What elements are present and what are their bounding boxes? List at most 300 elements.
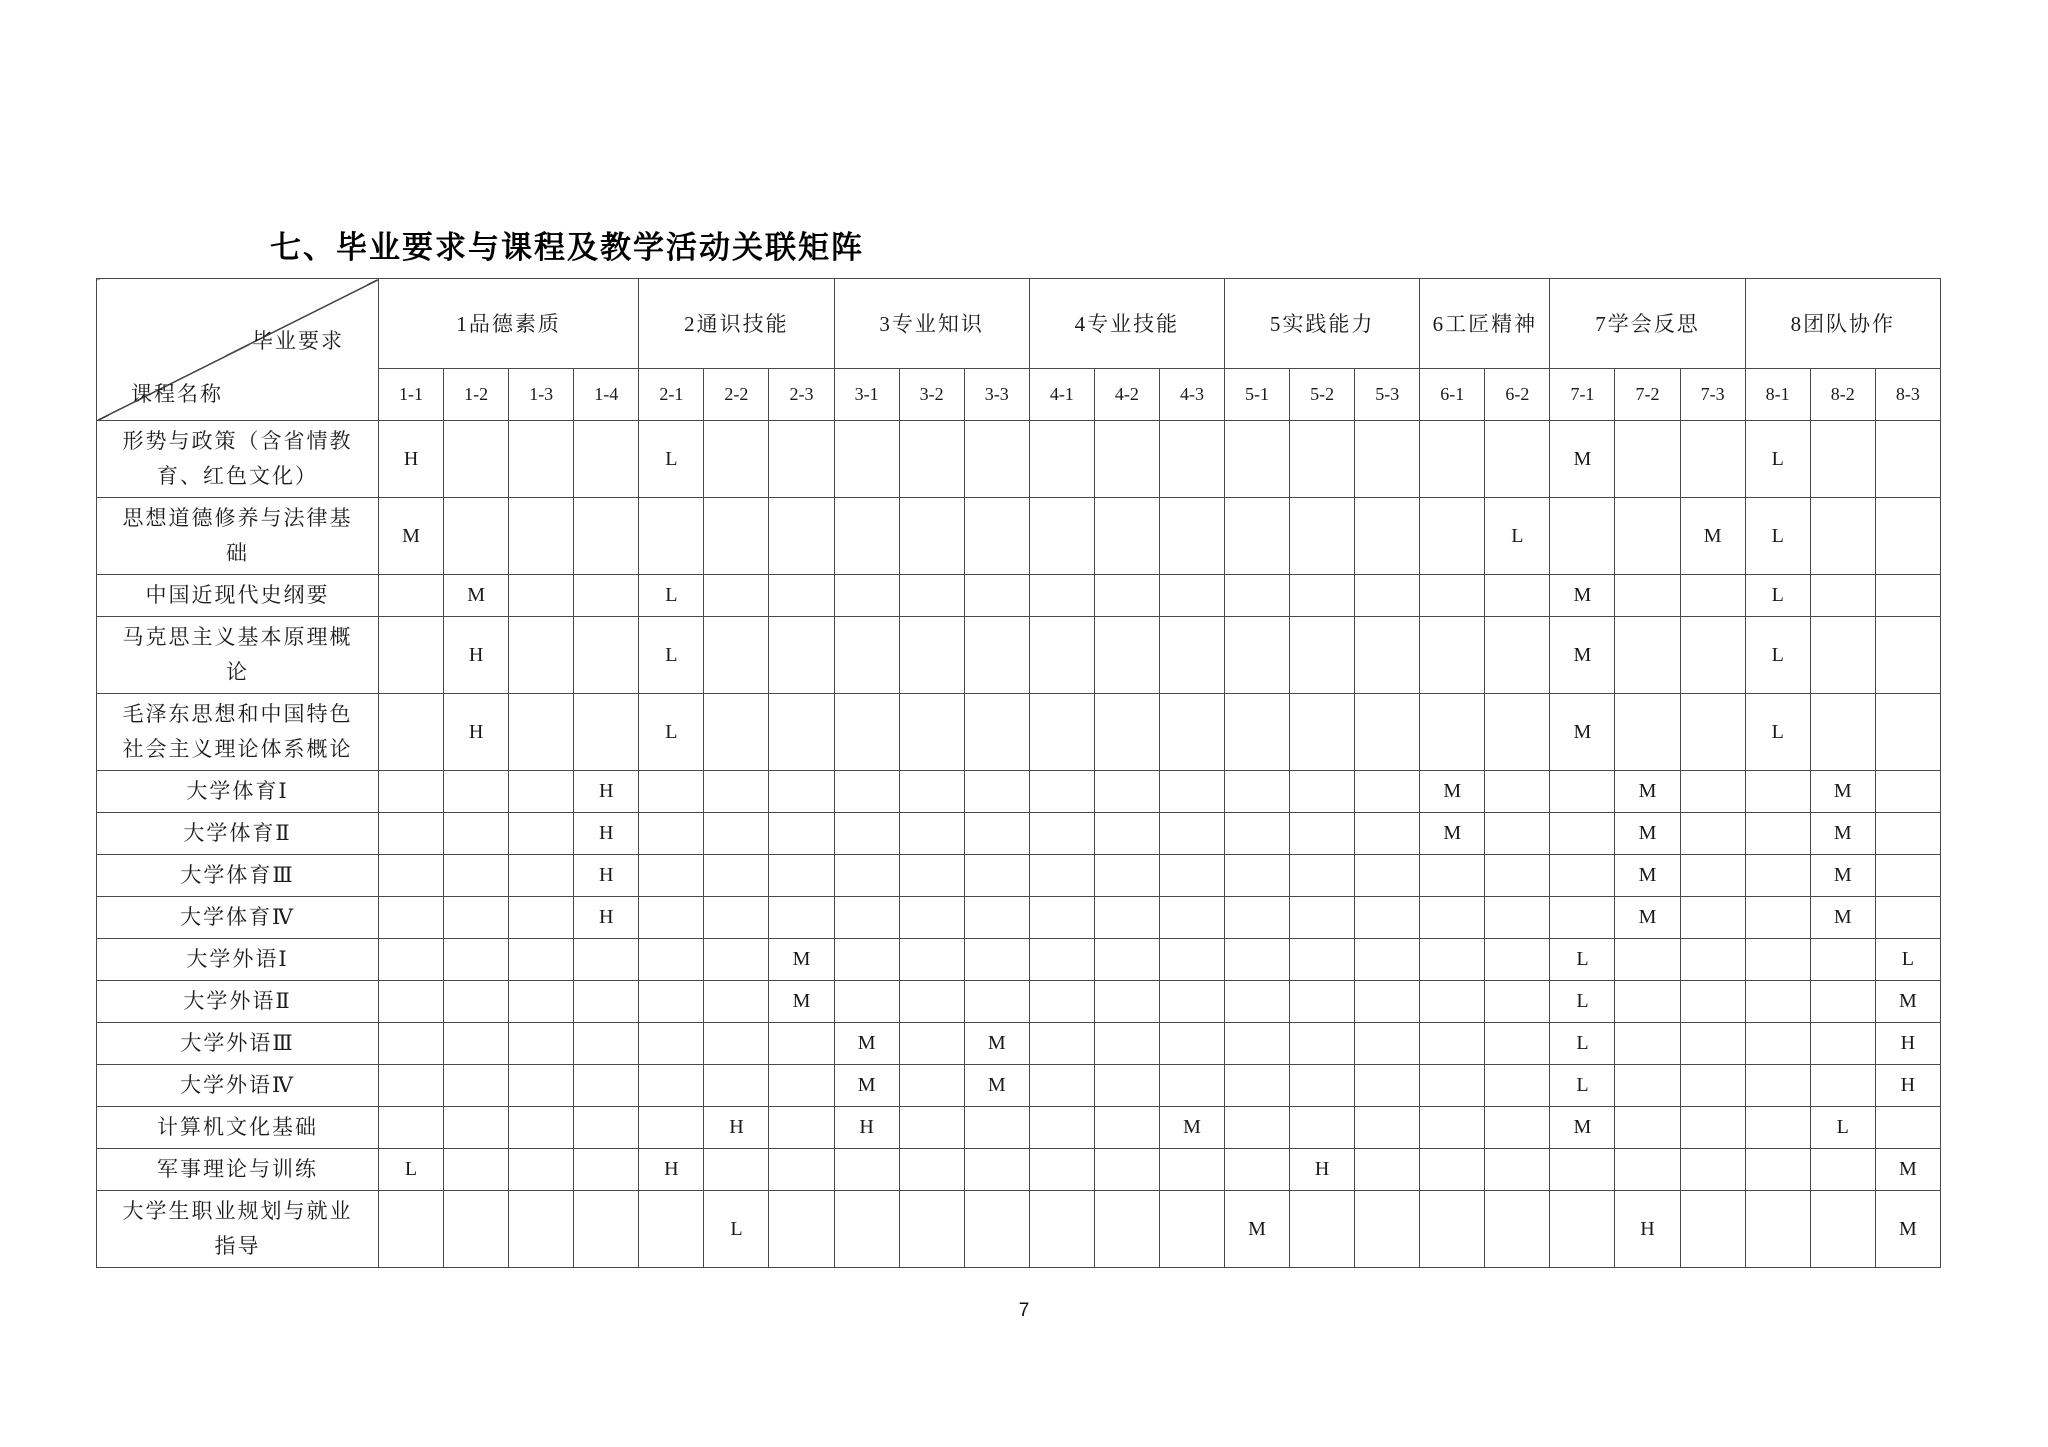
matrix-cell bbox=[509, 897, 574, 939]
matrix-cell bbox=[1094, 939, 1159, 981]
matrix-cell bbox=[639, 855, 704, 897]
matrix-cell: M bbox=[1810, 813, 1875, 855]
matrix-cell bbox=[1355, 498, 1420, 575]
matrix-cell bbox=[509, 1023, 574, 1065]
matrix-cell: M bbox=[1420, 813, 1485, 855]
matrix-cell bbox=[899, 939, 964, 981]
matrix-cell bbox=[834, 939, 899, 981]
matrix-cell bbox=[1159, 1149, 1224, 1191]
matrix-cell: L bbox=[1550, 1065, 1615, 1107]
matrix-cell bbox=[1225, 694, 1290, 771]
matrix-cell bbox=[704, 771, 769, 813]
column-header: 4-2 bbox=[1094, 369, 1159, 421]
matrix-cell: M bbox=[1875, 981, 1940, 1023]
matrix-cell bbox=[1225, 771, 1290, 813]
matrix-cell bbox=[834, 1149, 899, 1191]
matrix-cell bbox=[1875, 575, 1940, 617]
matrix-cell bbox=[1485, 1023, 1550, 1065]
matrix-cell bbox=[1875, 771, 1940, 813]
matrix-cell bbox=[1094, 1191, 1159, 1268]
matrix-cell bbox=[1355, 1149, 1420, 1191]
matrix-cell bbox=[834, 575, 899, 617]
matrix-cell bbox=[1094, 771, 1159, 813]
matrix-cell bbox=[1355, 1065, 1420, 1107]
matrix-cell bbox=[1225, 1107, 1290, 1149]
matrix-cell bbox=[1290, 617, 1355, 694]
matrix-cell: M bbox=[1810, 897, 1875, 939]
matrix-cell: H bbox=[444, 694, 509, 771]
matrix-cell: M bbox=[964, 1065, 1029, 1107]
course-name: 大学生职业规划与就业指导 bbox=[97, 1191, 379, 1268]
matrix-cell: M bbox=[1225, 1191, 1290, 1268]
column-header: 7-2 bbox=[1615, 369, 1680, 421]
matrix-cell: M bbox=[379, 498, 444, 575]
matrix-cell bbox=[1745, 1107, 1810, 1149]
matrix-cell bbox=[704, 1149, 769, 1191]
group-header: 2通识技能 bbox=[639, 279, 834, 369]
matrix-cell bbox=[704, 498, 769, 575]
matrix-cell bbox=[1680, 575, 1745, 617]
matrix-cell bbox=[1029, 421, 1094, 498]
matrix-cell bbox=[1094, 855, 1159, 897]
matrix-cell bbox=[509, 1191, 574, 1268]
matrix-cell bbox=[1485, 1149, 1550, 1191]
matrix-cell bbox=[1029, 575, 1094, 617]
matrix-cell bbox=[1420, 1149, 1485, 1191]
course-name: 大学外语Ⅰ bbox=[97, 939, 379, 981]
course-name: 大学外语Ⅱ bbox=[97, 981, 379, 1023]
matrix-cell bbox=[639, 498, 704, 575]
table-row bbox=[97, 694, 1941, 771]
matrix-cell bbox=[574, 1107, 639, 1149]
matrix-cell bbox=[1485, 617, 1550, 694]
matrix-cell: M bbox=[834, 1023, 899, 1065]
matrix-cell: L bbox=[1745, 498, 1810, 575]
matrix-cell bbox=[509, 1149, 574, 1191]
table-row bbox=[97, 771, 1941, 813]
matrix-cell bbox=[1355, 981, 1420, 1023]
matrix-cell: H bbox=[444, 617, 509, 694]
column-header: 1-1 bbox=[379, 369, 444, 421]
matrix-cell bbox=[964, 771, 1029, 813]
matrix-cell: L bbox=[1745, 575, 1810, 617]
matrix-cell bbox=[1680, 617, 1745, 694]
matrix-cell bbox=[574, 498, 639, 575]
matrix-cell bbox=[574, 421, 639, 498]
matrix-cell: H bbox=[834, 1107, 899, 1149]
matrix-cell bbox=[639, 813, 704, 855]
matrix-cell: L bbox=[1550, 939, 1615, 981]
matrix-cell bbox=[444, 1149, 509, 1191]
matrix-cell: M bbox=[1550, 1107, 1615, 1149]
matrix-cell: M bbox=[1875, 1191, 1940, 1268]
corner-header bbox=[97, 279, 379, 421]
matrix-cell bbox=[639, 1065, 704, 1107]
matrix-cell bbox=[1029, 1191, 1094, 1268]
matrix-cell bbox=[1290, 1023, 1355, 1065]
matrix-cell bbox=[379, 813, 444, 855]
matrix-cell: H bbox=[1875, 1065, 1940, 1107]
group-header: 4专业技能 bbox=[1029, 279, 1224, 369]
column-header: 7-3 bbox=[1680, 369, 1745, 421]
matrix-cell bbox=[1159, 694, 1224, 771]
matrix-cell bbox=[639, 939, 704, 981]
matrix-cell bbox=[964, 421, 1029, 498]
matrix-cell bbox=[769, 1107, 834, 1149]
matrix-cell bbox=[1290, 771, 1355, 813]
column-header: 1-3 bbox=[509, 369, 574, 421]
matrix-cell bbox=[1094, 1149, 1159, 1191]
matrix-cell bbox=[704, 575, 769, 617]
matrix-cell bbox=[1745, 981, 1810, 1023]
matrix-cell bbox=[1159, 939, 1224, 981]
matrix-cell bbox=[1290, 498, 1355, 575]
matrix-cell bbox=[1615, 421, 1680, 498]
matrix-cell: L bbox=[1485, 498, 1550, 575]
matrix-cell bbox=[1745, 855, 1810, 897]
course-name: 大学体育Ⅲ bbox=[97, 855, 379, 897]
matrix-cell: M bbox=[1615, 897, 1680, 939]
matrix-cell bbox=[899, 694, 964, 771]
matrix-cell bbox=[834, 498, 899, 575]
matrix-cell bbox=[1875, 421, 1940, 498]
matrix-cell bbox=[1420, 897, 1485, 939]
matrix-cell bbox=[1355, 575, 1420, 617]
matrix-cell bbox=[1485, 1065, 1550, 1107]
matrix-cell bbox=[379, 1191, 444, 1268]
matrix-cell bbox=[704, 1065, 769, 1107]
matrix-cell bbox=[444, 1023, 509, 1065]
matrix-cell bbox=[1485, 421, 1550, 498]
matrix-cell bbox=[444, 498, 509, 575]
matrix-cell bbox=[1355, 1191, 1420, 1268]
matrix-cell bbox=[1290, 981, 1355, 1023]
matrix-cell bbox=[1420, 939, 1485, 981]
matrix-cell bbox=[769, 498, 834, 575]
table-row bbox=[97, 1023, 1941, 1065]
matrix-cell bbox=[1550, 855, 1615, 897]
page-number: 7 bbox=[1018, 1300, 1030, 1321]
matrix-cell bbox=[574, 1191, 639, 1268]
matrix-cell: H bbox=[574, 771, 639, 813]
matrix-cell bbox=[1290, 1065, 1355, 1107]
matrix-cell: M bbox=[1875, 1149, 1940, 1191]
matrix-cell bbox=[1615, 498, 1680, 575]
matrix-cell: L bbox=[1550, 1023, 1615, 1065]
matrix-cell bbox=[1615, 939, 1680, 981]
matrix-cell bbox=[1680, 421, 1745, 498]
matrix-cell bbox=[1550, 771, 1615, 813]
matrix-cell bbox=[704, 617, 769, 694]
column-header: 3-1 bbox=[834, 369, 899, 421]
matrix-cell bbox=[1225, 813, 1290, 855]
matrix-cell bbox=[1029, 897, 1094, 939]
matrix-table bbox=[96, 278, 1941, 1268]
matrix-cell bbox=[1615, 1149, 1680, 1191]
matrix-cell: M bbox=[1680, 498, 1745, 575]
matrix-cell: H bbox=[1615, 1191, 1680, 1268]
matrix-cell bbox=[509, 575, 574, 617]
column-header: 4-1 bbox=[1029, 369, 1094, 421]
matrix-cell bbox=[1094, 1065, 1159, 1107]
matrix-cell bbox=[574, 939, 639, 981]
matrix-cell bbox=[1485, 694, 1550, 771]
matrix-cell bbox=[1420, 498, 1485, 575]
matrix-cell bbox=[1875, 617, 1940, 694]
matrix-cell bbox=[1420, 1023, 1485, 1065]
column-header: 6-1 bbox=[1420, 369, 1485, 421]
matrix-cell bbox=[509, 771, 574, 813]
matrix-cell: M bbox=[1159, 1107, 1224, 1149]
course-name: 大学体育Ⅰ bbox=[97, 771, 379, 813]
column-header: 5-3 bbox=[1355, 369, 1420, 421]
matrix-cell bbox=[899, 1191, 964, 1268]
corner-top-label: 毕业要求 bbox=[252, 329, 344, 353]
matrix-cell bbox=[1680, 1149, 1745, 1191]
matrix-cell bbox=[1420, 855, 1485, 897]
table-row bbox=[97, 981, 1941, 1023]
matrix-cell bbox=[509, 1065, 574, 1107]
column-header: 8-1 bbox=[1745, 369, 1810, 421]
matrix-cell bbox=[1094, 981, 1159, 1023]
matrix-cell bbox=[1355, 897, 1420, 939]
matrix-cell: H bbox=[574, 813, 639, 855]
matrix-cell bbox=[444, 771, 509, 813]
matrix-cell bbox=[704, 939, 769, 981]
table-row bbox=[97, 1107, 1941, 1149]
matrix-cell bbox=[964, 1149, 1029, 1191]
matrix-cell bbox=[1355, 1107, 1420, 1149]
matrix-cell: H bbox=[574, 855, 639, 897]
matrix-cell: L bbox=[1745, 694, 1810, 771]
matrix-cell bbox=[1810, 498, 1875, 575]
matrix-cell bbox=[1225, 897, 1290, 939]
course-name: 大学外语Ⅲ bbox=[97, 1023, 379, 1065]
matrix-cell bbox=[769, 421, 834, 498]
matrix-cell bbox=[1159, 771, 1224, 813]
matrix-cell bbox=[509, 813, 574, 855]
matrix-cell bbox=[509, 617, 574, 694]
matrix-cell: M bbox=[769, 939, 834, 981]
matrix-cell bbox=[1094, 897, 1159, 939]
matrix-cell bbox=[1225, 617, 1290, 694]
matrix-cell bbox=[509, 855, 574, 897]
matrix-cell bbox=[1355, 617, 1420, 694]
matrix-cell: M bbox=[1615, 813, 1680, 855]
matrix-cell bbox=[1615, 617, 1680, 694]
matrix-cell bbox=[1159, 897, 1224, 939]
column-header: 8-3 bbox=[1875, 369, 1940, 421]
table-row bbox=[97, 855, 1941, 897]
matrix-cell bbox=[834, 813, 899, 855]
matrix-cell bbox=[444, 897, 509, 939]
column-header: 3-3 bbox=[964, 369, 1029, 421]
matrix-cell: L bbox=[704, 1191, 769, 1268]
matrix-cell bbox=[574, 981, 639, 1023]
matrix-cell bbox=[1615, 1023, 1680, 1065]
matrix-cell bbox=[899, 1149, 964, 1191]
matrix-cell bbox=[379, 897, 444, 939]
matrix-cell: M bbox=[1550, 575, 1615, 617]
matrix-cell bbox=[1094, 694, 1159, 771]
column-header: 2-2 bbox=[704, 369, 769, 421]
course-name: 计算机文化基础 bbox=[97, 1107, 379, 1149]
matrix-cell bbox=[834, 421, 899, 498]
column-header: 3-2 bbox=[899, 369, 964, 421]
matrix-cell bbox=[964, 897, 1029, 939]
matrix-cell bbox=[444, 1191, 509, 1268]
matrix-cell bbox=[1094, 421, 1159, 498]
matrix-cell bbox=[1680, 1023, 1745, 1065]
matrix-cell bbox=[964, 981, 1029, 1023]
matrix-cell bbox=[1485, 897, 1550, 939]
matrix-cell bbox=[1355, 421, 1420, 498]
matrix-cell bbox=[1550, 1149, 1615, 1191]
matrix-cell bbox=[444, 855, 509, 897]
matrix-cell: H bbox=[1290, 1149, 1355, 1191]
matrix-cell: H bbox=[704, 1107, 769, 1149]
matrix-cell bbox=[899, 1107, 964, 1149]
matrix-cell bbox=[899, 498, 964, 575]
matrix-cell: M bbox=[1550, 421, 1615, 498]
matrix-cell bbox=[509, 421, 574, 498]
matrix-cell bbox=[444, 1107, 509, 1149]
matrix-cell: M bbox=[1810, 855, 1875, 897]
matrix-cell bbox=[1680, 1065, 1745, 1107]
matrix-cell bbox=[1159, 981, 1224, 1023]
matrix-cell bbox=[1159, 498, 1224, 575]
matrix-cell bbox=[444, 421, 509, 498]
table-row bbox=[97, 939, 1941, 981]
matrix-cell bbox=[509, 939, 574, 981]
matrix-cell bbox=[1680, 771, 1745, 813]
matrix-cell bbox=[379, 575, 444, 617]
matrix-cell: L bbox=[1745, 617, 1810, 694]
matrix-cell bbox=[574, 617, 639, 694]
matrix-cell bbox=[1355, 694, 1420, 771]
matrix-cell bbox=[509, 694, 574, 771]
matrix-cell bbox=[964, 813, 1029, 855]
matrix-cell bbox=[1225, 1065, 1290, 1107]
matrix-cell: H bbox=[574, 897, 639, 939]
matrix-cell bbox=[899, 421, 964, 498]
matrix-cell: H bbox=[1875, 1023, 1940, 1065]
table-row bbox=[97, 617, 1941, 694]
course-name: 中国近现代史纲要 bbox=[97, 575, 379, 617]
matrix-cell bbox=[1029, 1107, 1094, 1149]
matrix-cell bbox=[379, 771, 444, 813]
matrix-cell bbox=[1485, 855, 1550, 897]
matrix-cell bbox=[1745, 1149, 1810, 1191]
matrix-cell bbox=[1485, 981, 1550, 1023]
matrix-cell bbox=[1159, 617, 1224, 694]
matrix-cell bbox=[1680, 897, 1745, 939]
matrix-cell: M bbox=[769, 981, 834, 1023]
matrix-cell: M bbox=[1420, 771, 1485, 813]
matrix-cell bbox=[444, 981, 509, 1023]
matrix-cell bbox=[509, 981, 574, 1023]
matrix-cell bbox=[1094, 498, 1159, 575]
matrix-cell bbox=[1875, 897, 1940, 939]
matrix-cell bbox=[834, 771, 899, 813]
matrix-cell bbox=[1290, 897, 1355, 939]
matrix-cell bbox=[1420, 1065, 1485, 1107]
matrix-cell bbox=[769, 1065, 834, 1107]
matrix-cell bbox=[1875, 813, 1940, 855]
matrix-cell bbox=[1615, 575, 1680, 617]
matrix-cell bbox=[1810, 575, 1875, 617]
matrix-cell bbox=[639, 981, 704, 1023]
matrix-cell bbox=[964, 1191, 1029, 1268]
matrix-cell bbox=[899, 1065, 964, 1107]
matrix-cell bbox=[1159, 1065, 1224, 1107]
matrix-cell bbox=[444, 939, 509, 981]
table-row bbox=[97, 897, 1941, 939]
table-row bbox=[97, 813, 1941, 855]
matrix-cell bbox=[1355, 939, 1420, 981]
matrix-cell: L bbox=[1550, 981, 1615, 1023]
matrix-cell bbox=[1420, 1107, 1485, 1149]
matrix-cell bbox=[704, 694, 769, 771]
group-header: 1品德素质 bbox=[379, 279, 639, 369]
matrix-cell bbox=[964, 617, 1029, 694]
matrix-cell bbox=[834, 617, 899, 694]
group-header: 5实践能力 bbox=[1225, 279, 1420, 369]
matrix-cell: L bbox=[1810, 1107, 1875, 1149]
course-name: 毛泽东思想和中国特色社会主义理论体系概论 bbox=[97, 694, 379, 771]
matrix-cell bbox=[769, 1023, 834, 1065]
matrix-cell bbox=[1810, 694, 1875, 771]
matrix-cell bbox=[1485, 1107, 1550, 1149]
matrix-cell bbox=[379, 981, 444, 1023]
matrix-cell bbox=[834, 897, 899, 939]
matrix-cell bbox=[1680, 981, 1745, 1023]
matrix-cell bbox=[574, 575, 639, 617]
column-header: 2-1 bbox=[639, 369, 704, 421]
column-header: 8-2 bbox=[1810, 369, 1875, 421]
matrix-cell bbox=[1615, 981, 1680, 1023]
matrix-cell bbox=[899, 855, 964, 897]
matrix-cell bbox=[379, 1065, 444, 1107]
matrix-cell bbox=[379, 1107, 444, 1149]
matrix-cell bbox=[834, 694, 899, 771]
matrix-cell bbox=[1225, 1023, 1290, 1065]
matrix-cell bbox=[1680, 813, 1745, 855]
table-row bbox=[97, 1065, 1941, 1107]
matrix-cell bbox=[1355, 1023, 1420, 1065]
table-row bbox=[97, 421, 1941, 498]
matrix-cell bbox=[1290, 694, 1355, 771]
matrix-cell bbox=[1810, 1065, 1875, 1107]
matrix-cell bbox=[1810, 1149, 1875, 1191]
matrix-cell bbox=[899, 813, 964, 855]
matrix-cell bbox=[1290, 575, 1355, 617]
matrix-cell bbox=[1029, 1065, 1094, 1107]
matrix-cell: M bbox=[964, 1023, 1029, 1065]
matrix-cell bbox=[1029, 694, 1094, 771]
matrix-cell bbox=[1355, 771, 1420, 813]
column-header: 7-1 bbox=[1550, 369, 1615, 421]
matrix-cell bbox=[769, 694, 834, 771]
matrix-cell: L bbox=[639, 575, 704, 617]
matrix-cell bbox=[1355, 855, 1420, 897]
matrix-cell bbox=[1680, 1107, 1745, 1149]
group-header: 3专业知识 bbox=[834, 279, 1029, 369]
matrix-cell: L bbox=[639, 421, 704, 498]
column-header: 1-2 bbox=[444, 369, 509, 421]
matrix-cell bbox=[1355, 813, 1420, 855]
matrix-cell bbox=[1680, 1191, 1745, 1268]
